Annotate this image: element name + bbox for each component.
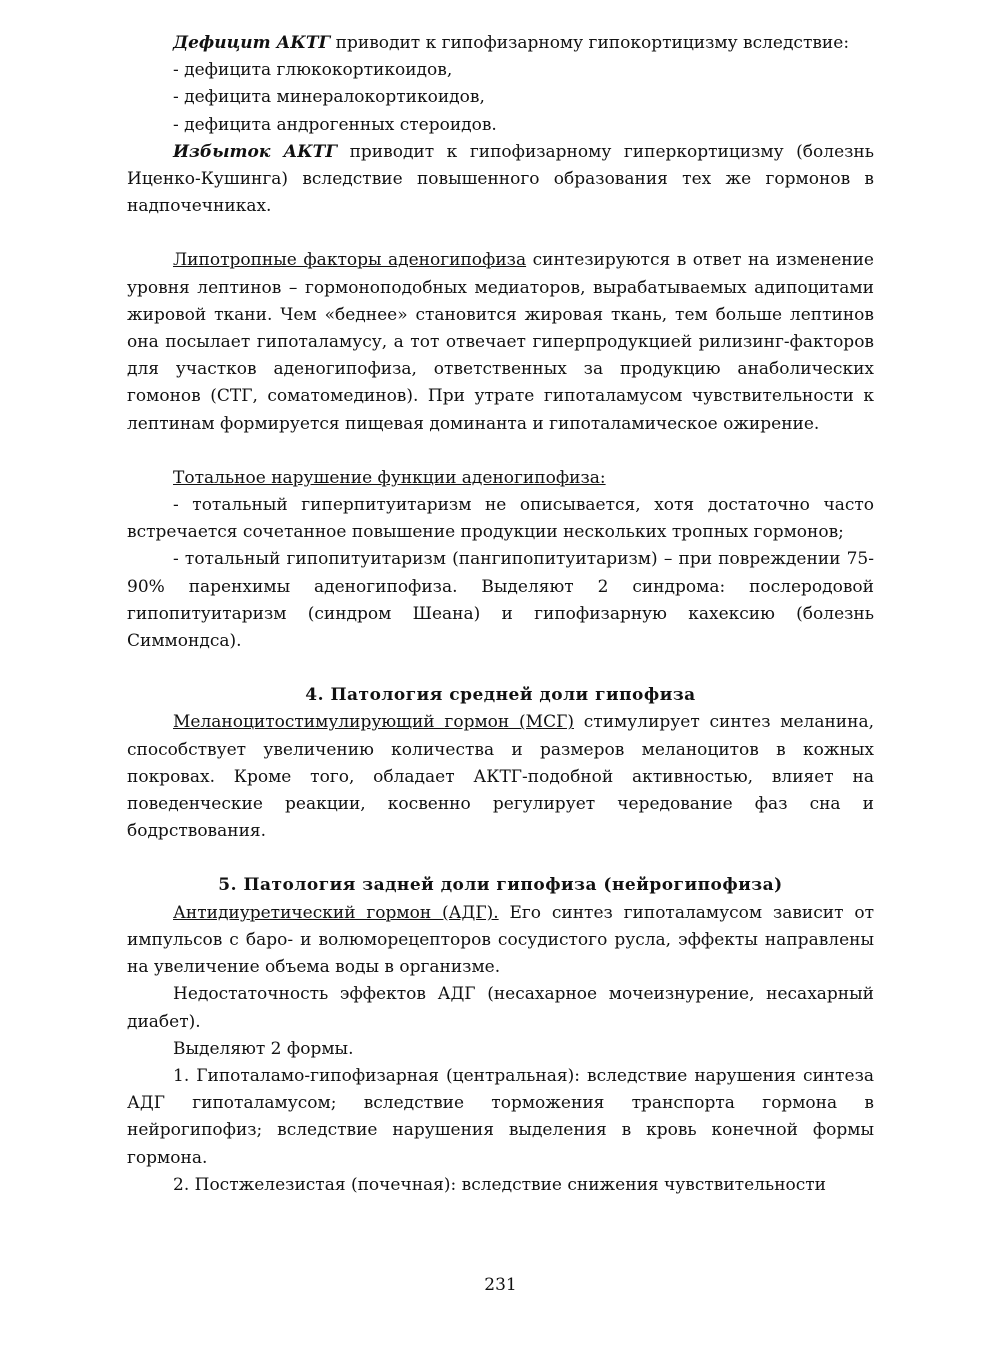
lipotropic-text: синтезируются в ответ на изменение уровня лептинов – гормоноподобных медиаторов, вырабатываемых адипоцитами жировой ткани. Чем «беднее» становится жировая ткань, тем больше лептинов она посылает гипоталамусу, а тот отвечает гиперпродукцией рилизинг-факторов для участков аденогипофиза, ответственных за продукцию анаболических гомонов (СТГ, соматомединов). При утрате гипоталамусом чувствительности к лептинам формируется пищевая доминанта и гипоталамическое ожирение.: [127, 250, 874, 434]
spacer: [127, 438, 874, 465]
total-disorder-item-2: - тотальный гипопитуитаризм (пангипопитуитаризм) – при повреждении 75-90% паренхимы аденогипофиза. Выделяют 2 синдрома: послеродовой гипопитуитаризм (синдром Шеана) и гипофизарную кахексию (болезнь Симмондса).: [127, 549, 874, 652]
spacer: [127, 655, 874, 682]
acth-excess-paragraph: [127, 139, 874, 221]
lipotropic-paragraph: [127, 247, 874, 437]
adh-deficiency-paragraph: Недостаточность эффектов АДГ (несахарное мочеизнурение, несахарный диабет).: [127, 984, 874, 1032]
list-item: - дефицита андрогенных стероидов.: [173, 114, 497, 135]
total-disorder-item-1: - тотальный гиперпитуитаризм не описывается, хотя достаточно часто встречается сочетанное повышение продукции нескольких тропных гормонов;: [127, 495, 874, 543]
acth-excess-text: приводит к гипофизарному гиперкортицизму (болезнь Иценко-Кушинга) вследствие повышенного образования тех же гормонов в надпочечниках.: [127, 141, 874, 217]
adh-paragraph: [127, 900, 874, 982]
lipotropic-term: Липотропные факторы аденогипофиза: [173, 250, 527, 271]
acth-excess-term: Избыток АКТГ: [173, 141, 338, 162]
adh-form-1-paragraph: 1. Гипоталамо-гипофизарная (центральная): вследствие нарушения синтеза АДГ гипоталамусом; вследствие торможения транспорта гормона в нейрогипофиз; вследствие нарушения выделения в кровь конечной формы гормона.: [127, 1065, 874, 1168]
total-disorder-title-text: Тотальное нарушение функции аденогипофиза:: [173, 467, 606, 488]
list-item: - дефицита глюкокортикоидов,: [173, 60, 453, 81]
spacer: [127, 845, 874, 872]
spacer: [127, 220, 874, 247]
adh-text: Его синтез гипоталамусом зависит от импульсов с баро- и волюморецепторов сосудистого русла, эффекты направлены на увеличение объема воды в организме.: [127, 902, 874, 978]
section-4-heading: 4. Патология средней доли гипофиза: [305, 685, 696, 706]
page-number: 231: [484, 1275, 517, 1295]
total-disorder-title: [127, 465, 874, 492]
page-body: [127, 30, 874, 1199]
acth-deficit-text: приводит к гипофизарному гипокортицизму вследствие:: [330, 33, 850, 53]
acth-deficit-term: Дефицит АКТГ: [173, 33, 331, 53]
acth-deficit-paragraph: [127, 30, 874, 57]
msh-paragraph: [127, 709, 874, 845]
adh-form-2-paragraph: 2. Постжелезистая (почечная): вследствие снижения чувствительности: [173, 1174, 827, 1195]
list-item: - дефицита минералокортикоидов,: [173, 87, 485, 108]
msh-term: Меланоцитостимулирующий гормон (МСГ): [173, 712, 574, 733]
msh-text: стимулирует синтез меланина, способствует увеличению количества и размеров меланоцитов в кожных покровах. Кроме того, обладает АКТГ-подобной активностью, влияет на поведенческие реакции, косвенно регулирует чередование фаз сна и бодрствования.: [127, 712, 875, 842]
adh-term: Антидиуретический гормон (АДГ).: [173, 902, 499, 923]
section-5-heading: 5. Патология задней доли гипофиза (нейрогипофиза): [218, 875, 783, 896]
adh-forms-paragraph: Выделяют 2 формы.: [173, 1038, 354, 1059]
